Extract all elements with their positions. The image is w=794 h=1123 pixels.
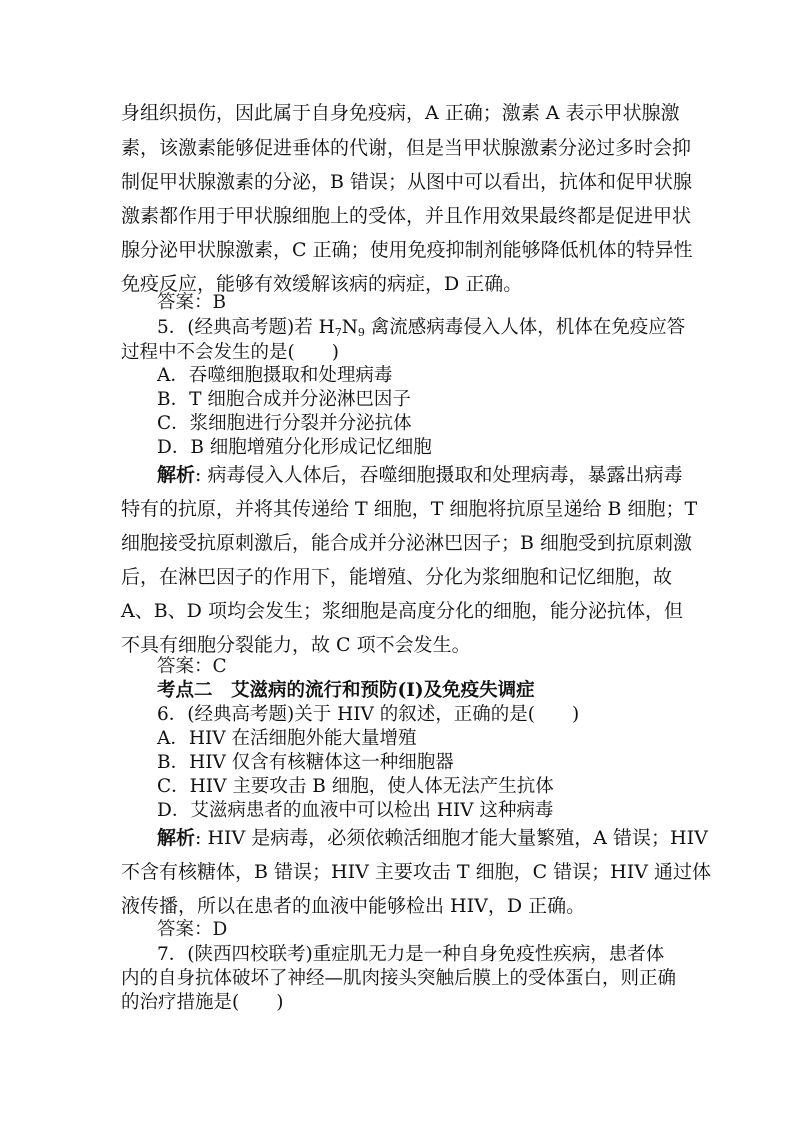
q5-analysis-line: 后，在淋巴因子的作用下，能增殖、分化为浆细胞和记忆细胞，故 <box>121 566 673 588</box>
q5-mid: N <box>341 317 358 338</box>
section-title: 考点二 艾滋病的流行和预防(Ⅰ)及免疫失调症 <box>157 680 535 701</box>
question-6-stem: 6．(经典高考题)关于 HIV 的叙述，正确的是( ) <box>157 704 580 725</box>
q6-option-d: D．艾滋病患者的血液中可以检出 HIV 这种病毒 <box>157 800 554 821</box>
answer-c: 答案：C <box>157 656 227 677</box>
prev-explanation-line: 激素都作用于甲状腺细胞上的受体，并且作用效果最终都是促进甲状 <box>121 205 692 227</box>
q5-prefix: 5．(经典高考题)若 H <box>157 317 335 338</box>
q5-analysis-line: A、B、D 项均会发生；浆细胞是高度分化的细胞，能分泌抗体，但 <box>121 600 683 622</box>
q5-analysis-line: 特有的抗原，并将其传递给 T 细胞，T 细胞将抗原呈递给 B 细胞；T <box>121 498 698 520</box>
prev-explanation-line: 免疫反应，能够有效缓解该病的病症，D 正确。 <box>121 273 523 295</box>
prev-explanation-line: 素，该激素能够促进垂体的代谢，但是当甲状腺激素分泌过多时会抑 <box>121 137 692 159</box>
q6-option-c: C．HIV 主要攻击 B 细胞，使人体无法产生抗体 <box>157 776 554 797</box>
q5-sub-9: 9 <box>357 326 365 339</box>
question-7-stem: 7．(陕西四校联考)重症肌无力是一种自身免疫性疾病，患者体 <box>157 944 665 965</box>
q6-analysis-line: 液传播，所以在患者的血液中能够检出 HIV，D 正确。 <box>121 895 586 917</box>
q6-option-a: A．HIV 在活细胞外能大量增殖 <box>157 728 417 749</box>
analysis-label: 解析 <box>157 827 196 849</box>
q5-analysis-text: : 病毒侵入人体后，吞噬细胞摄取和处理病毒，暴露出病毒 <box>195 464 683 486</box>
q6-analysis-line: 不含有核糖体，B 错误；HIV 主要攻击 T 细胞，C 错误；HIV 通过体 <box>121 861 712 883</box>
q5-option-b: B．T 细胞合成并分泌淋巴因子 <box>157 389 411 410</box>
q5-sub-7: 7 <box>334 326 342 339</box>
prev-explanation-line: 制促甲状腺激素的分泌，B 错误；从图中可以看出，抗体和促甲状腺 <box>121 171 693 193</box>
q5-analysis-first <box>157 463 682 487</box>
answer-d: 答案：D <box>157 919 228 940</box>
q5-option-a: A．吞噬细胞摄取和处理病毒 <box>157 365 393 386</box>
question-7-stem-line: 的治疗措施是( ) <box>121 992 284 1013</box>
analysis-label: 解析 <box>157 464 196 486</box>
q5-suffix: 禽流感病毒侵入人体，机体在免疫应答 <box>364 317 686 338</box>
q5-analysis-line: 细胞接受抗原刺激后，能合成并分泌淋巴因子；B 细胞受到抗原刺激 <box>121 532 693 554</box>
q5-option-d: D．B 细胞增殖分化形成记忆细胞 <box>157 437 432 458</box>
prev-explanation-line: 身组织损伤，因此属于自身免疫病，A 正确；激素 A 表示甲状腺激 <box>121 102 680 124</box>
answer-b: 答案：B <box>157 292 227 313</box>
q6-analysis-first <box>157 826 708 850</box>
prev-explanation-line: 腺分泌甲状腺激素，C 正确；使用免疫抑制剂能够降低机体的特异性 <box>121 239 693 261</box>
question-7-stem-line: 内的自身抗体破坏了神经—肌肉接头突触后膜上的受体蛋白，则正确 <box>121 968 677 989</box>
q6-analysis-text: : HIV 是病毒，必须依赖活细胞才能大量繁殖，A 错误；HIV <box>195 827 708 849</box>
q5-option-c: C．浆细胞进行分裂并分泌抗体 <box>157 413 412 434</box>
q5-analysis-line: 不具有细胞分裂能力，故 C 项不会发生。 <box>121 634 471 656</box>
q6-option-b: B．HIV 仅含有核糖体这一种细胞器 <box>157 752 454 773</box>
question-5-stem-line2: 过程中不会发生的是( ) <box>121 342 339 363</box>
